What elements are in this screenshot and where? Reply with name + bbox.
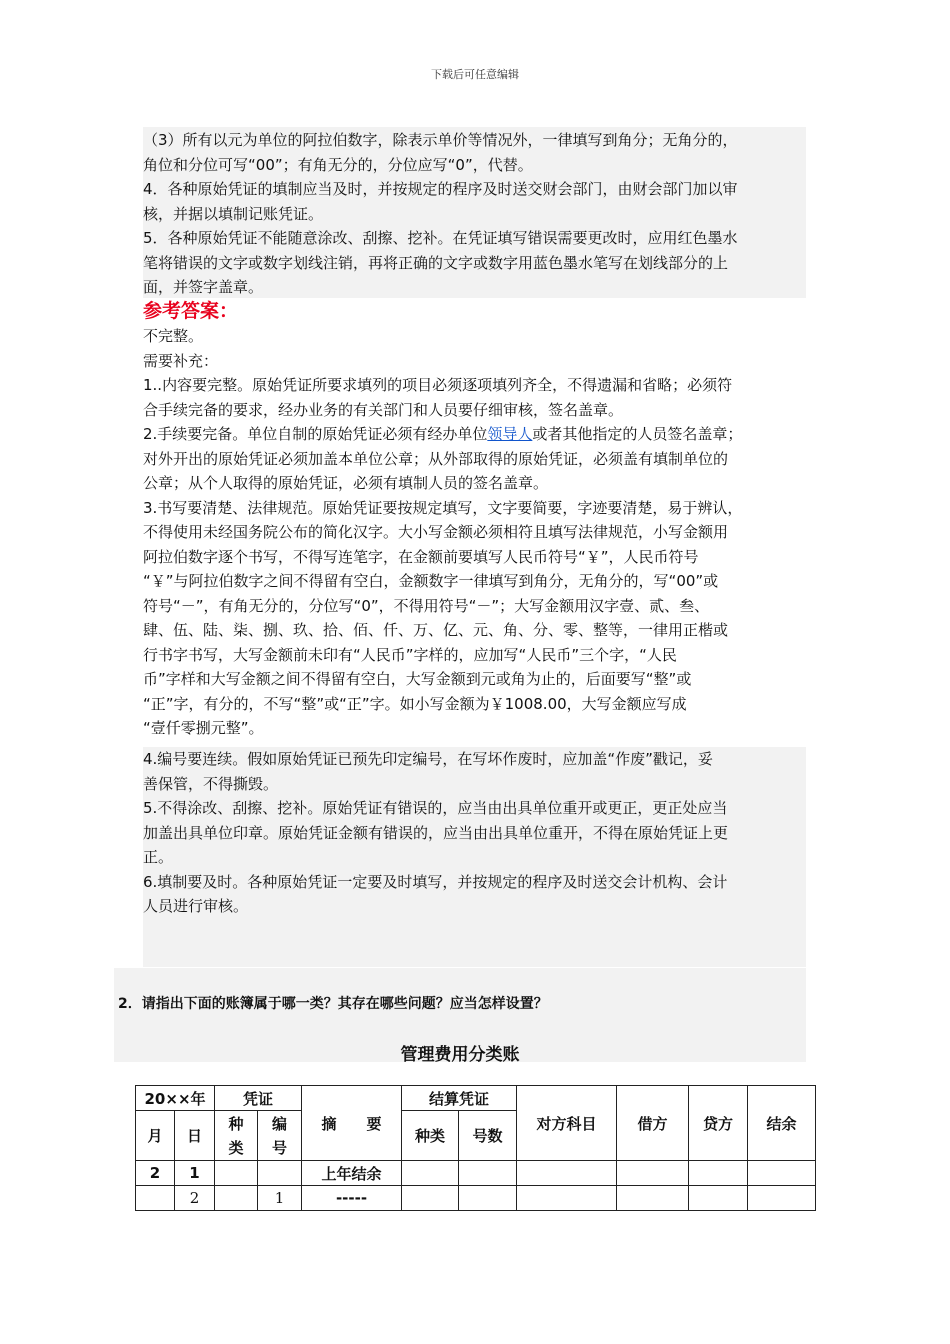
- header-settle-number: 号数: [459, 1111, 517, 1161]
- answer-line: 肆、伍、陆、柒、捌、玖、拾、佰、仟、万、亿、元、角、分、零、整等，一律用正楷或: [143, 621, 729, 639]
- header-kind-text: 种类: [228, 1114, 244, 1157]
- page-header: 下载后可任意编辑: [431, 68, 519, 81]
- answer-text: 或者其他指定的人员签名盖章；: [532, 425, 743, 443]
- table-row: [136, 1161, 816, 1186]
- answer-line: 4.编号要连续。假如原始凭证已预先印定编号，在写坏作废时，应加盖“作废”戳记，妥: [143, 750, 713, 768]
- answer-continued-block: [143, 747, 806, 967]
- header-summary: 摘 要: [302, 1086, 402, 1161]
- answer-line: [143, 422, 806, 447]
- header-year: 20××年: [136, 1086, 215, 1111]
- header-contra-account: 对方科目: [517, 1086, 617, 1161]
- answer-line: 不完整。: [143, 327, 204, 345]
- cell-empty: [459, 1161, 517, 1186]
- cell-empty: [459, 1186, 517, 1211]
- cell-number: 1: [258, 1186, 302, 1211]
- answer-line: 公章；从个人取得的原始凭证，必须有填制人员的签名盖章。: [143, 474, 549, 492]
- answer-section: [143, 324, 806, 741]
- answer-text: 2.手续要完备。单位自制的原始凭证必须有经办单位: [143, 425, 488, 443]
- answer-title: 参考答案：: [143, 300, 239, 322]
- answer-line: 不得使用未经国务院公布的简化汉字。大小写金额必须相符且填写法律规范，小写金额用: [143, 523, 729, 541]
- rule-line: 角位和分位可写“00”；有角无分的，分位应写“0”，代替。: [143, 155, 533, 174]
- answer-line: 人员进行审核。: [143, 897, 249, 915]
- rule-line: 面，并签字盖章。: [143, 278, 264, 296]
- cell-empty: [402, 1161, 459, 1186]
- answer-line: 5.不得涂改、刮擦、挖补。原始凭证有错误的，应当由出具单位重开或更正，更正处应当: [143, 799, 728, 817]
- header-settlement: 结算凭证: [402, 1086, 517, 1111]
- answer-line: 合手续完备的要求，经办业务的有关部门和人员要仔细审核，签名盖章。: [143, 400, 624, 419]
- question-2: 2．请指出下面的账簿属于哪一类？其存在哪些问题？应当怎样设置？: [118, 996, 548, 1012]
- answer-line: 行书字书写，大写金额前未印有“人民币”字样的，应加写“人民币”三个字，“人民: [143, 645, 677, 664]
- cell-kind: [215, 1161, 258, 1186]
- cell-kind: [215, 1186, 258, 1211]
- rule-line: 4．各种原始凭证的填制应当及时，并按规定的程序及时送交财会部门，由财会部门加以审: [143, 180, 738, 198]
- cell-empty: [748, 1161, 816, 1186]
- cell-empty: [517, 1161, 617, 1186]
- answer-line: 对外开出的原始凭证必须加盖本单位公章；从外部取得的原始凭证，必须盖有填制单位的: [143, 449, 729, 468]
- header-day: 日: [175, 1111, 215, 1161]
- answer-line: 阿拉伯数字逐个书写，不得写连笔字，在金额前要填写人民币符号“￥”，人民币符号: [143, 547, 699, 566]
- header-voucher: 凭证: [215, 1086, 302, 1111]
- table-header-row: [136, 1086, 816, 1111]
- answer-line: “正”字，有分的，不写“整”或“正”字。如小写金额为￥1008.00，大写金额应写成: [143, 694, 687, 713]
- rule-line: 笔将错误的文字或数字划线注销，再将正确的文字或数字用蓝色墨水笔写在划线部分的上: [143, 253, 729, 272]
- header-settle-kind: 种类: [402, 1111, 459, 1161]
- cell-empty: [617, 1186, 689, 1211]
- answer-line: 6.填制要及时。各种原始凭证一定要及时填写，并按规定的程序及时送交会计机构、会计: [143, 872, 728, 891]
- rule-line: 5．各种原始凭证不能随意涂改、刮擦、挖补。在凭证填写错误需要更改时，应用红色墨水: [143, 229, 738, 247]
- answer-line: 1..内容要完整。原始凭证所要求填列的项目必须逐项填列齐全，不得遗漏和省略；必须符: [143, 376, 733, 394]
- header-credit: 贷方: [689, 1086, 748, 1161]
- cell-month: 2: [136, 1161, 175, 1186]
- answer-line: 需要补充：: [143, 351, 219, 370]
- header-number-text: 编号: [272, 1114, 288, 1157]
- answer-line: 3.书写要清楚、法律规范。原始凭证要按规定填写，文字要简要，字迹要清楚，易于辨认，: [143, 498, 743, 517]
- header-kind: [215, 1111, 258, 1161]
- answer-line: 加盖出具单位印章。原始凭证金额有错误的，应当由出具单位重开，不得在原始凭证上更: [143, 823, 729, 842]
- cell-summary: -----: [302, 1186, 402, 1211]
- table-title: 管理费用分类账: [400, 1045, 520, 1065]
- answer-line: 币”字样和大写金额之间不得留有空白，大写金额到元或角为止的，后面要写“整”或: [143, 670, 692, 688]
- leader-link[interactable]: 领导人: [487, 425, 533, 443]
- cell-month: [136, 1186, 175, 1211]
- cell-day: 1: [175, 1161, 215, 1186]
- cell-empty: [517, 1186, 617, 1211]
- cell-empty: [689, 1161, 748, 1186]
- header-number: [258, 1111, 302, 1161]
- answer-line: 善保管，不得撕毁。: [143, 774, 279, 793]
- cell-day: 2: [175, 1186, 215, 1211]
- answer-line: “￥”与阿拉伯数字之间不得留有空白，金额数字一律填写到角分，无角分的，写“00”或: [143, 572, 719, 590]
- header-balance: 结余: [748, 1086, 816, 1161]
- cell-empty: [689, 1186, 748, 1211]
- header-debit: 借方: [617, 1086, 689, 1161]
- cell-empty: [617, 1161, 689, 1186]
- header-month: 月: [136, 1111, 175, 1161]
- cell-empty: [402, 1186, 459, 1211]
- ledger-table: [135, 1085, 816, 1211]
- rule-line: 核，并据以填制记账凭证。: [143, 204, 324, 223]
- cell-summary: 上年结余: [302, 1161, 402, 1186]
- answer-line: 正。: [143, 848, 174, 866]
- cell-empty: [748, 1186, 816, 1211]
- answer-line: 符号“－”，有角无分的，分位写“0”，不得用符号“－”；大写金额用汉字壹、贰、叁、: [143, 596, 710, 615]
- rules-block: [143, 127, 806, 298]
- rule-line: （3）所有以元为单位的阿拉伯数字，除表示单价等情况外，一律填写到角分；无角分的，: [143, 131, 738, 149]
- answer-line: “壹仟零捌元整”。: [143, 719, 264, 737]
- table-row: [136, 1186, 816, 1211]
- cell-number: [258, 1161, 302, 1186]
